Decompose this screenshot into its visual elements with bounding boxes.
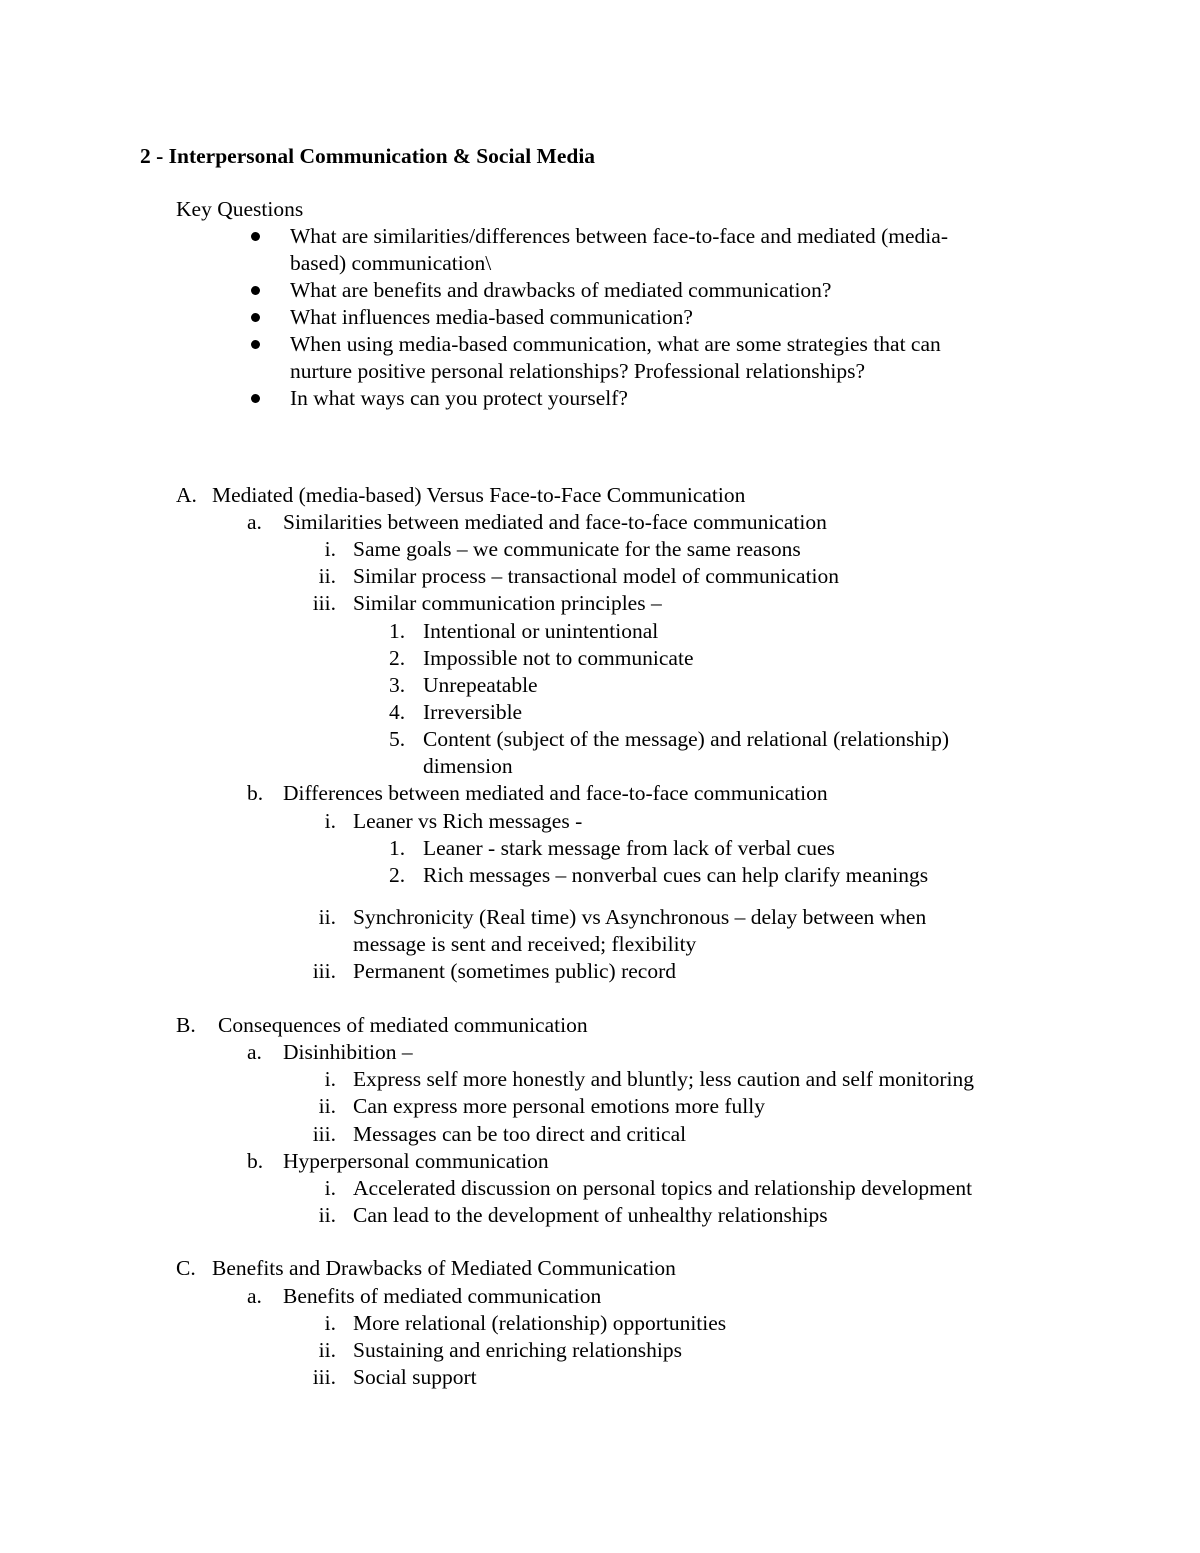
a-b-ii-line-1: Synchronicity (Real time) vs Asynchronous – delay between when (353, 905, 927, 929)
b-a-marker: a. (247, 1040, 262, 1064)
bullet-icon (251, 394, 260, 403)
c-a-text: Benefits of mediated communication (283, 1284, 602, 1308)
a-b-i-marker: i. (324, 809, 336, 833)
a-a-marker: a. (247, 510, 262, 534)
a-b-marker: b. (247, 781, 264, 805)
leaner-item-2-text: Rich messages – nonverbal cues can help clarify meanings (423, 863, 929, 887)
principle-5-marker: 5. (389, 727, 406, 751)
a-a-ii-marker: ii. (318, 564, 336, 588)
b-b-text: Hyperpersonal communication (283, 1149, 549, 1173)
page-title: 2 - Interpersonal Communication & Social Media (140, 144, 596, 168)
principle-3-marker: 3. (389, 673, 406, 697)
c-a-i-text: More relational (relationship) opportunities (353, 1311, 727, 1335)
key-question-4-line-2: nurture positive personal relationships? Professional relationships? (290, 359, 865, 383)
b-a-ii-text: Can express more personal emotions more fully (353, 1094, 765, 1118)
b-a-iii-text: Messages can be too direct and critical (353, 1122, 687, 1146)
c-a-ii-text: Sustaining and enriching relationships (353, 1338, 683, 1362)
b-b-ii-text: Can lead to the development of unhealthy relationships (353, 1203, 828, 1227)
leaner-item-2-marker: 2. (389, 863, 406, 887)
key-questions-heading: Key Questions (176, 197, 304, 221)
b-a-iii-marker: iii. (312, 1122, 336, 1146)
a-a-iii-text: Similar communication principles – (353, 591, 662, 615)
a-b-ii-line-2: message is sent and received; flexibility (353, 932, 697, 956)
section-c-heading: Benefits and Drawbacks of Mediated Communication (212, 1256, 676, 1280)
a-a-i-marker: i. (324, 537, 336, 561)
a-a-i-text: Same goals – we communicate for the same reasons (353, 537, 801, 561)
section-b-marker: B. (176, 1013, 196, 1037)
section-b-heading: Consequences of mediated communication (218, 1013, 588, 1037)
principle-1-marker: 1. (389, 619, 406, 643)
principle-4-text: Irreversible (423, 700, 523, 724)
a-b-iii-marker: iii. (312, 959, 336, 983)
c-a-marker: a. (247, 1284, 262, 1308)
a-b-i-text: Leaner vs Rich messages - (353, 809, 583, 833)
c-a-ii-marker: ii. (318, 1338, 336, 1362)
b-b-marker: b. (247, 1149, 264, 1173)
c-a-i-marker: i. (324, 1311, 336, 1335)
a-b-ii-marker: ii. (318, 905, 336, 929)
principle-5-line-1: Content (subject of the message) and relational (relationship) (423, 727, 949, 751)
leaner-item-1-marker: 1. (389, 836, 406, 860)
b-b-ii-marker: ii. (318, 1203, 336, 1227)
b-a-ii-marker: ii. (318, 1094, 336, 1118)
key-question-5: In what ways can you protect yourself? (290, 386, 628, 410)
a-a-iii-marker: iii. (312, 591, 336, 615)
key-question-2: What are benefits and drawbacks of mediated communication? (290, 278, 832, 302)
b-b-i-marker: i. (324, 1176, 336, 1200)
b-a-i-marker: i. (324, 1067, 336, 1091)
c-a-iii-marker: iii. (312, 1365, 336, 1389)
principle-5-line-2: dimension (423, 754, 513, 778)
bullet-icon (251, 232, 260, 241)
b-a-i-text: Express self more honestly and bluntly; less caution and self monitoring (353, 1067, 975, 1091)
a-b-iii-text: Permanent (sometimes public) record (353, 959, 676, 983)
principle-2-marker: 2. (389, 646, 406, 670)
section-a-marker: A. (176, 483, 197, 507)
c-a-iii-text: Social support (353, 1365, 477, 1389)
a-b-text: Differences between mediated and face-to-face communication (283, 781, 828, 805)
bullet-icon (251, 340, 260, 349)
bullet-icon (251, 286, 260, 295)
section-a-heading: Mediated (media-based) Versus Face-to-Face Communication (212, 483, 746, 507)
key-question-3: What influences media-based communication? (290, 305, 693, 329)
a-a-text: Similarities between mediated and face-to-face communication (283, 510, 827, 534)
key-question-1-line-2: based) communication\ (290, 251, 492, 275)
section-c-marker: C. (176, 1256, 196, 1280)
principle-4-marker: 4. (389, 700, 406, 724)
b-b-i-text: Accelerated discussion on personal topics and relationship development (353, 1176, 973, 1200)
bullet-icon (251, 313, 260, 322)
principle-1-text: Intentional or unintentional (423, 619, 659, 643)
key-question-4-line-1: When using media-based communication, what are some strategies that can (290, 332, 941, 356)
principle-3-text: Unrepeatable (423, 673, 538, 697)
principle-2-text: Impossible not to communicate (423, 646, 694, 670)
leaner-item-1-text: Leaner - stark message from lack of verbal cues (423, 836, 835, 860)
a-a-ii-text: Similar process – transactional model of communication (353, 564, 840, 588)
key-question-1-line-1: What are similarities/differences between face-to-face and mediated (media- (290, 224, 948, 248)
b-a-text: Disinhibition – (283, 1040, 413, 1064)
